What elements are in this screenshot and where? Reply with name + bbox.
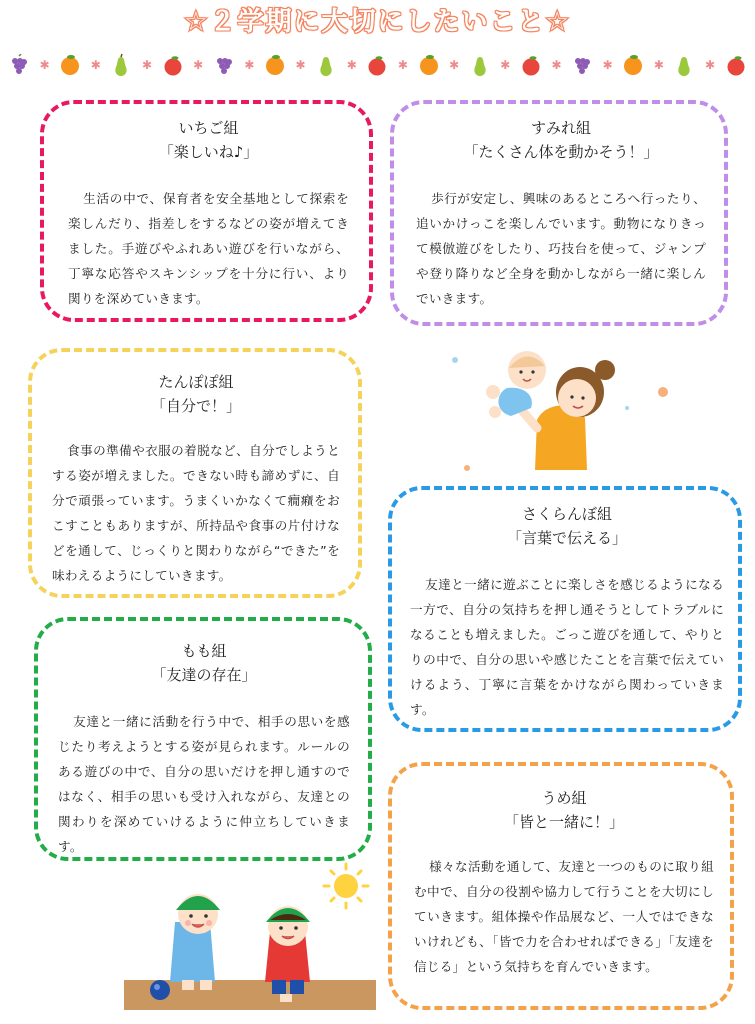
star-icon: ✱ — [244, 58, 255, 72]
pear-icon — [110, 53, 132, 77]
star-icon: ✱ — [449, 58, 460, 72]
class-theme: 「皆と一緒に！」 — [503, 813, 624, 831]
star-icon: ✱ — [193, 58, 204, 72]
page-title: ☆２学期に大切にしたいこと☆ — [184, 7, 571, 37]
grape-icon — [8, 53, 30, 77]
orange-icon — [264, 53, 286, 77]
star-icon: ✱ — [397, 58, 408, 72]
grape-icon — [213, 53, 235, 77]
class-box-momo — [34, 617, 372, 861]
star-icon: ✱ — [705, 58, 716, 72]
star-icon: ✱ — [141, 58, 152, 72]
class-name: さくらんぼ組 — [521, 505, 612, 523]
orange-icon — [418, 53, 440, 77]
star-icon: ✱ — [602, 58, 613, 72]
class-theme: 「たくさん体を動かそう！」 — [463, 143, 659, 161]
class-theme: 「友達の存在」 — [151, 666, 257, 684]
class-name: いちご組 — [178, 119, 239, 137]
mother-baby-illustration — [445, 340, 675, 480]
apple-icon — [520, 53, 542, 77]
class-name: もも組 — [181, 642, 227, 660]
pear-icon — [315, 53, 337, 77]
fruit-border — [8, 50, 747, 80]
sun-icon — [324, 864, 368, 908]
apple-icon — [162, 53, 184, 77]
star-icon: ✱ — [295, 58, 306, 72]
star-icon: ✱ — [653, 58, 664, 72]
orange-icon — [622, 53, 644, 77]
star-icon: ✱ — [551, 58, 562, 72]
orange-icon — [59, 53, 81, 77]
apple-icon — [366, 53, 388, 77]
class-box-sakura — [388, 486, 742, 732]
class-description: 様々な活動を通して、友達と一つのものに取り組む中で、自分の役割や協力して行うことを大切にしていきます。組体操や作品展など、一人ではできないけれども、「皆で力を合わせればできる」「友達を信じる」という気持ちを育んでいきます。 — [414, 859, 714, 974]
class-name: たんぽぽ組 — [158, 373, 234, 391]
class-box-sumire — [390, 100, 728, 326]
class-theme: 「楽しいね♪」 — [158, 143, 259, 161]
class-description: 友達と一緒に遊ぶことに楽しさを感じるようになる一方で、自分の気持ちを押し通そうとしてトラブルになることも増えました。ごっこ遊びを通して、やりとりの中で、自分の思いや感じたことを言葉で伝えていけるよう、丁寧に言葉をかけながら関わっていきます。 — [410, 577, 724, 717]
class-name: うめ組 — [541, 789, 587, 807]
class-description: 友達と一緒に活動を行う中で、相手の思いを感じたり考えようとする姿が見られます。ルールのある遊びの中で、自分の思いだけを押し通すのではなく、相手の思いも受け入れながら、友達との関わりを深めていけるように仲立ちしていきます。 — [58, 714, 350, 854]
children-playing-illustration — [120, 862, 380, 1012]
class-theme: 「言葉で伝える」 — [506, 529, 627, 547]
star-icon: ✱ — [39, 58, 50, 72]
pear-icon — [469, 53, 491, 77]
star-icon: ✱ — [90, 58, 101, 72]
class-description: 生活の中で、保育者を安全基地として探索を楽しんだり、指差しをするなどの姿が増えてきました。手遊びやふれあい遊びを行いながら、丁寧な応答やスキンシップを十分に行い、より関りを深めていきます。 — [68, 191, 349, 306]
class-name: すみれ組 — [530, 119, 591, 137]
grape-icon — [571, 53, 593, 77]
class-box-ume — [388, 762, 734, 1010]
class-box-tanpopo — [28, 348, 362, 598]
class-theme: 「自分で！」 — [150, 397, 241, 415]
class-description: 歩行が安定し、興味のあるところへ行ったり、追いかけっこを楽しんでいます。動物になりきって模倣遊びをしたり、巧技台を使って、ジャンプや登り降りなど全身を動かしながら一緒に楽しんでいきます。 — [416, 191, 706, 306]
class-box-ichigo — [40, 100, 373, 322]
star-icon: ✱ — [500, 58, 511, 72]
apple-icon — [725, 53, 747, 77]
star-icon: ✱ — [346, 58, 357, 72]
pear-icon — [673, 53, 695, 77]
class-description: 食事の準備や衣服の着脱など、自分でしようとする姿が増えました。できない時も諦めずに、自分で頑張っています。うまくいかなくて癇癪をおこすこともありますが、所持品や食事の片付けなどを通して、じっくりと関わりながら“できた”を味わえるようにしていきます。 — [52, 443, 340, 583]
